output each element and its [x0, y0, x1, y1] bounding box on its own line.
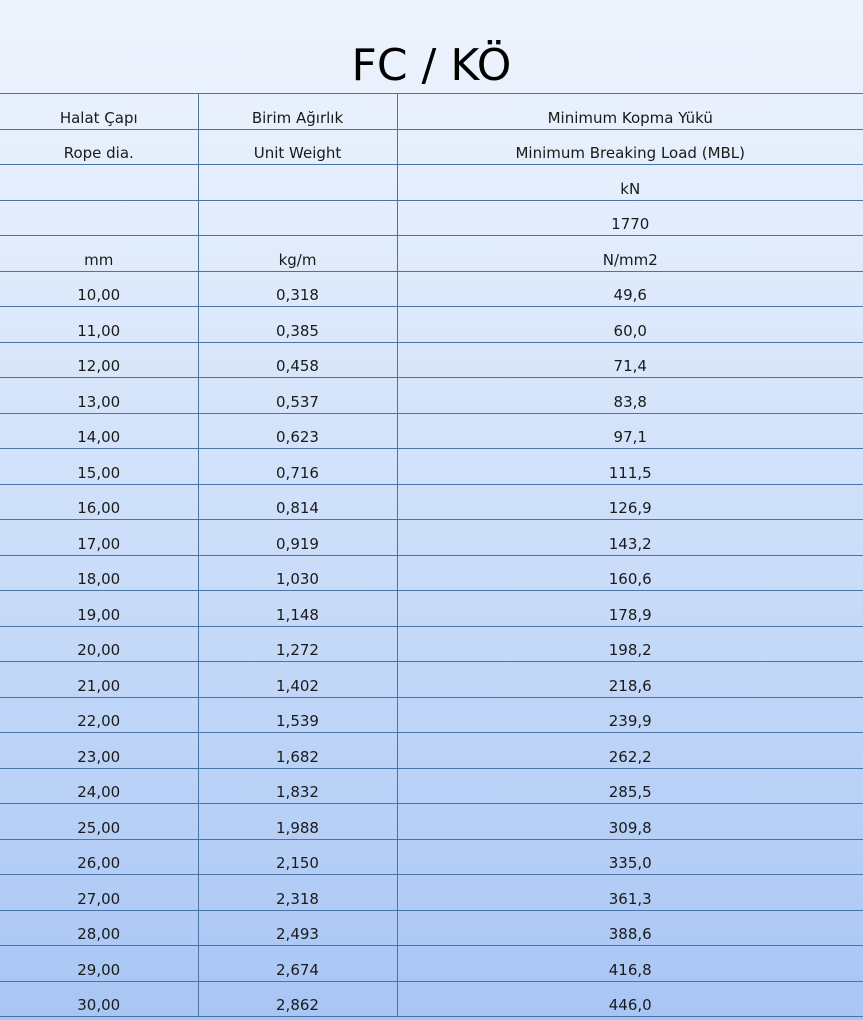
- table-cell[interactable]: 23,00: [0, 733, 198, 769]
- table-cell[interactable]: 239,9: [397, 697, 863, 733]
- table-cell[interactable]: 0,385: [198, 307, 397, 343]
- table-row: [0, 271, 863, 307]
- table-cell[interactable]: 97,1: [397, 413, 863, 449]
- rope-spec-table: [0, 93, 863, 1017]
- table-cell[interactable]: 0,919: [198, 520, 397, 556]
- table-cell[interactable]: 2,674: [198, 946, 397, 982]
- table-cell[interactable]: 285,5: [397, 768, 863, 804]
- table-cell[interactable]: 2,150: [198, 839, 397, 875]
- table-cell[interactable]: 30,00: [0, 981, 198, 1017]
- table-cell[interactable]: 1,030: [198, 555, 397, 591]
- table-cell[interactable]: 160,6: [397, 555, 863, 591]
- table-cell[interactable]: 0,537: [198, 378, 397, 414]
- table-cell[interactable]: 1,272: [198, 626, 397, 662]
- table-row: [0, 946, 863, 982]
- table-cell[interactable]: 1,148: [198, 591, 397, 627]
- table-row: [0, 768, 863, 804]
- table-row: [0, 449, 863, 485]
- header-cell[interactable]: Halat Çapı: [0, 94, 198, 130]
- table-row: [0, 378, 863, 414]
- table-cell[interactable]: 18,00: [0, 555, 198, 591]
- table-cell[interactable]: 218,6: [397, 662, 863, 698]
- table-cell[interactable]: 388,6: [397, 910, 863, 946]
- header-cell[interactable]: [0, 200, 198, 236]
- header-cell[interactable]: Rope dia.: [0, 129, 198, 165]
- table-cell[interactable]: 0,318: [198, 271, 397, 307]
- table-cell[interactable]: 28,00: [0, 910, 198, 946]
- table-cell[interactable]: 13,00: [0, 378, 198, 414]
- table-cell[interactable]: 71,4: [397, 342, 863, 378]
- table-cell[interactable]: 14,00: [0, 413, 198, 449]
- header-row-grade: [0, 200, 863, 236]
- table-row: [0, 910, 863, 946]
- table-row: [0, 591, 863, 627]
- table-row: [0, 626, 863, 662]
- table-row: [0, 484, 863, 520]
- table-cell[interactable]: 1,402: [198, 662, 397, 698]
- table-cell[interactable]: 0,814: [198, 484, 397, 520]
- table-cell[interactable]: 178,9: [397, 591, 863, 627]
- header-cell[interactable]: Birim Ağırlık: [198, 94, 397, 130]
- table-cell[interactable]: 10,00: [0, 271, 198, 307]
- table-cell[interactable]: 198,2: [397, 626, 863, 662]
- table-cell[interactable]: 24,00: [0, 768, 198, 804]
- table-cell[interactable]: 361,3: [397, 875, 863, 911]
- header-cell[interactable]: N/mm2: [397, 236, 863, 272]
- table-cell[interactable]: 1,539: [198, 697, 397, 733]
- table-cell[interactable]: 0,623: [198, 413, 397, 449]
- table-cell[interactable]: 143,2: [397, 520, 863, 556]
- table-row: [0, 342, 863, 378]
- table-cell[interactable]: 11,00: [0, 307, 198, 343]
- table-cell[interactable]: 22,00: [0, 697, 198, 733]
- table-row: [0, 875, 863, 911]
- table-row: [0, 307, 863, 343]
- table-cell[interactable]: 2,318: [198, 875, 397, 911]
- table-cell[interactable]: 12,00: [0, 342, 198, 378]
- table-row: [0, 733, 863, 769]
- table-row: [0, 555, 863, 591]
- table-cell[interactable]: 2,493: [198, 910, 397, 946]
- table-cell[interactable]: 16,00: [0, 484, 198, 520]
- table-cell[interactable]: 60,0: [397, 307, 863, 343]
- header-cell[interactable]: kg/m: [198, 236, 397, 272]
- table-body: [0, 94, 863, 1017]
- table-row: [0, 413, 863, 449]
- header-cell[interactable]: kN: [397, 165, 863, 201]
- table-cell[interactable]: 309,8: [397, 804, 863, 840]
- table-cell[interactable]: 27,00: [0, 875, 198, 911]
- table-cell[interactable]: 126,9: [397, 484, 863, 520]
- table-cell[interactable]: 1,682: [198, 733, 397, 769]
- header-cell[interactable]: Minimum Breaking Load (MBL): [397, 129, 863, 165]
- table-cell[interactable]: 15,00: [0, 449, 198, 485]
- header-cell[interactable]: mm: [0, 236, 198, 272]
- table-cell[interactable]: 29,00: [0, 946, 198, 982]
- header-cell[interactable]: [198, 200, 397, 236]
- header-cell[interactable]: [0, 165, 198, 201]
- header-row-english: [0, 129, 863, 165]
- table-row: [0, 697, 863, 733]
- sheet-title: FC / KÖ: [351, 40, 512, 91]
- table-cell[interactable]: 25,00: [0, 804, 198, 840]
- table-cell[interactable]: 111,5: [397, 449, 863, 485]
- table-cell[interactable]: 17,00: [0, 520, 198, 556]
- table-cell[interactable]: 21,00: [0, 662, 198, 698]
- table-row: [0, 981, 863, 1017]
- table-cell[interactable]: 83,8: [397, 378, 863, 414]
- table-cell[interactable]: 446,0: [397, 981, 863, 1017]
- table-cell[interactable]: 416,8: [397, 946, 863, 982]
- table-row: [0, 804, 863, 840]
- header-row-load-unit: [0, 165, 863, 201]
- table-cell[interactable]: 19,00: [0, 591, 198, 627]
- table-cell[interactable]: 49,6: [397, 271, 863, 307]
- header-cell[interactable]: 1770: [397, 200, 863, 236]
- table-cell[interactable]: 1,832: [198, 768, 397, 804]
- table-row: [0, 662, 863, 698]
- table-cell[interactable]: 0,458: [198, 342, 397, 378]
- table-row: [0, 520, 863, 556]
- table-cell[interactable]: 26,00: [0, 839, 198, 875]
- table-cell[interactable]: 335,0: [397, 839, 863, 875]
- table-cell[interactable]: 262,2: [397, 733, 863, 769]
- table-cell[interactable]: 0,716: [198, 449, 397, 485]
- header-row-units: [0, 236, 863, 272]
- table-cell[interactable]: 20,00: [0, 626, 198, 662]
- header-cell[interactable]: Unit Weight: [198, 129, 397, 165]
- table-row: [0, 839, 863, 875]
- header-cell[interactable]: [198, 165, 397, 201]
- table-cell[interactable]: 2,862: [198, 981, 397, 1017]
- header-row-turkish: [0, 94, 863, 130]
- header-cell[interactable]: Minimum Kopma Yükü: [397, 94, 863, 130]
- table-cell[interactable]: 1,988: [198, 804, 397, 840]
